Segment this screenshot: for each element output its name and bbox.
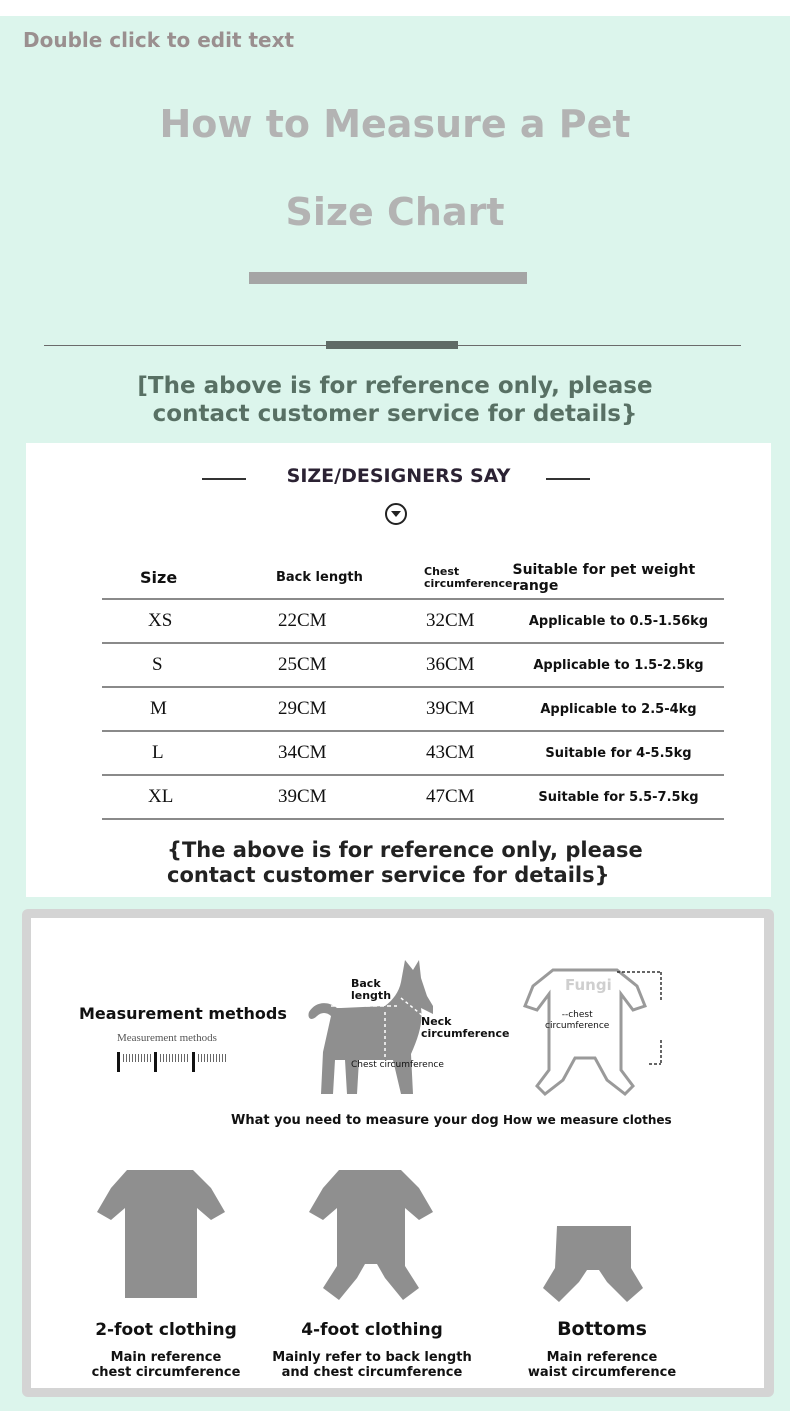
cell-weight: Suitable for 5.5-7.5kg	[512, 775, 724, 819]
col-back-length: Back length	[262, 557, 410, 599]
two-foot-clothing-icon	[95, 1166, 227, 1302]
page	[0, 16, 790, 1411]
ruler-icon	[115, 1050, 235, 1074]
cell-chest: 43CM	[410, 731, 512, 775]
col-chest: Chest circumference	[410, 557, 512, 599]
table-row	[102, 687, 724, 731]
dog-neck-label: Neck circumference	[421, 1015, 510, 1040]
size-table	[102, 557, 724, 820]
cell-size: XS	[102, 599, 262, 643]
clothes-chest-label: --chest circumference	[545, 1010, 610, 1031]
measurement-card	[31, 918, 764, 1388]
table-header-row	[102, 557, 724, 599]
cell-size: M	[102, 687, 262, 731]
title-dash-right	[546, 478, 590, 480]
table-row	[102, 775, 724, 819]
size-chart-card	[26, 443, 771, 897]
table-row	[102, 643, 724, 687]
page-subtitle: Size Chart	[285, 190, 505, 234]
dog-chest-label: Chest circumference	[351, 1060, 444, 1070]
cell-chest: 36CM	[410, 643, 512, 687]
garment-name-2-foot: 2-foot clothing	[95, 1320, 237, 1340]
cell-chest: 47CM	[410, 775, 512, 819]
page-title: How to Measure a Pet	[159, 102, 631, 146]
cell-weight: Applicable to 1.5-2.5kg	[512, 643, 724, 687]
dog-caption: What you need to measure your dog	[231, 1113, 499, 1128]
size-section-title: SIZE/DESIGNERS SAY	[286, 465, 511, 487]
methods-subtitle: Measurement methods	[117, 1032, 217, 1044]
reference-note-line1: {The above is for reference only, please	[167, 838, 643, 862]
cell-weight: Suitable for 4-5.5kg	[512, 731, 724, 775]
cell-chest: 39CM	[410, 687, 512, 731]
reference-note-line1: [The above is for reference only, please	[137, 373, 653, 399]
reference-note-top	[0, 372, 790, 428]
garment-desc-2-foot: Main reference chest circumference	[91, 1350, 241, 1380]
table-row	[102, 599, 724, 643]
cell-back: 39CM	[262, 775, 410, 819]
garment-name-4-foot: 4-foot clothing	[301, 1320, 443, 1340]
table-row	[102, 731, 724, 775]
cell-back: 29CM	[262, 687, 410, 731]
chevron-down-icon	[385, 503, 407, 525]
edit-hint[interactable]: Double click to edit text	[23, 28, 295, 52]
cell-size: XL	[102, 775, 262, 819]
title-underline	[249, 272, 527, 284]
col-weight-range: Suitable for pet weight range	[512, 557, 724, 599]
reference-note-line2: contact customer service for details}	[167, 863, 610, 887]
cell-weight: Applicable to 0.5-1.56kg	[512, 599, 724, 643]
garment-desc-bottoms: Main reference waist circumference	[527, 1350, 677, 1380]
garment-desc-4-foot: Mainly refer to back length and chest circumference	[272, 1350, 472, 1380]
cell-back: 22CM	[262, 599, 410, 643]
bottoms-icon	[541, 1224, 645, 1304]
cell-size: S	[102, 643, 262, 687]
measurement-frame	[22, 909, 774, 1397]
divider-accent	[326, 341, 458, 349]
cell-weight: Applicable to 2.5-4kg	[512, 687, 724, 731]
clothes-brand-watermark: Fungi	[565, 976, 612, 994]
cell-back: 34CM	[262, 731, 410, 775]
cell-size: L	[102, 731, 262, 775]
reference-note-bottom	[167, 838, 643, 888]
col-size: Size	[102, 557, 262, 599]
cell-back: 25CM	[262, 643, 410, 687]
four-foot-clothing-icon	[305, 1166, 437, 1302]
garment-name-bottoms: Bottoms	[557, 1318, 647, 1340]
cell-chest: 32CM	[410, 599, 512, 643]
reference-note-line2: contact customer service for details}	[152, 401, 638, 427]
clothes-caption: How we measure clothes	[503, 1113, 672, 1127]
methods-title: Measurement methods	[79, 1004, 287, 1023]
dog-back-length-label: Back length	[351, 977, 392, 1002]
